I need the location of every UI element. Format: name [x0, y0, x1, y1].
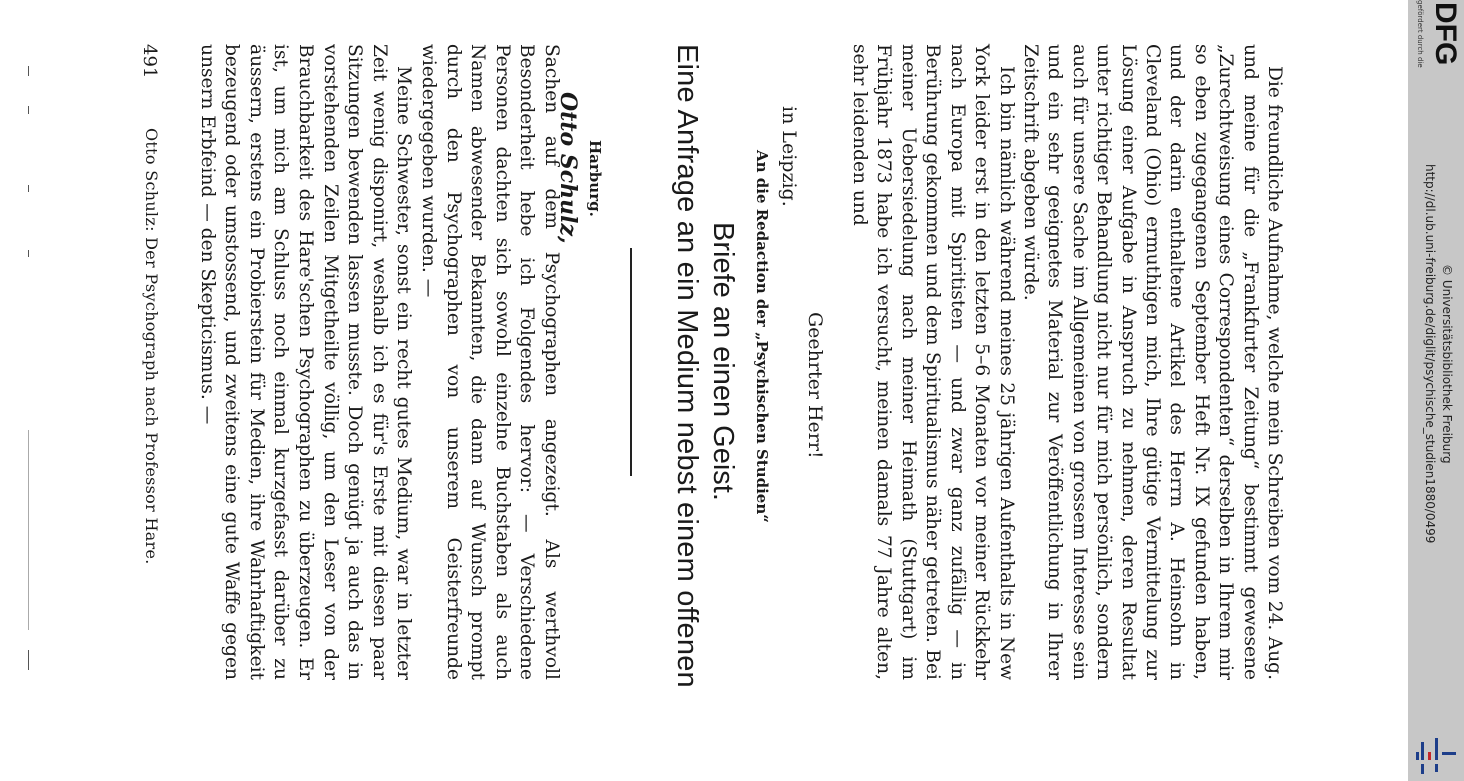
dfg-logo: DFG	[1429, 2, 1462, 66]
address-line-1: An die Redaction der „Psychischen Studien“	[753, 150, 771, 523]
edge-mark	[28, 250, 29, 257]
edge-mark	[28, 66, 29, 76]
article-title-line-1: Eine Anfrage an ein Medium nebst einem offenen	[671, 44, 703, 688]
source-url[interactable]: http://dl.ub.uni-freiburg.de/diglit/psychische_studien1880/0499	[1423, 164, 1437, 544]
author-signature: Otto Schulz,	[555, 92, 581, 244]
body-paragraph: Sachen auf dem Psychographen angezeigt. Als werthvoll Besonderheit hebe ich Folgendes hervor: — Verschiedene Personen dachten sich sowohl einzelne Buchstaben als auch Namen abwesender Bekannten, die dann auf Wunsch prompt durch den Psychographen von unserem Geisterfreunde wiedergegeben wurden. —	[418, 44, 562, 680]
edge-mark	[28, 185, 29, 192]
article-paragraph: Die freundliche Aufnahme, welche mein Schreiben vom 24. Aug. und meine für die „Frankfurter Zeitung“ bestimmt gewesene „Zurechtweisung eines Correspondenten“ derselben in Ihrem mir so eben zugegangenen September Heft Nr. IX gefunden haben, und der darin enthaltene Artikel des Herrn A. Heinsohn in Cleveland (Ohio) ermuthigen mich, Ihre gütige Vermittelung zur Lösung einer Aufgabe in Anspruch zu nehmen, deren Resultat unter richtiger Behandlung nicht nur für mich persönlich, sondern auch für unsere Sache im Allgemeinen von grossem Interesse sein und ein sehr geeignetes Material zur Veröffentlichung in Ihrer Zeitschrift abgeben würde.	[1019, 44, 1285, 680]
page-number: 491	[139, 44, 160, 79]
copyright-notice: © Universitätsbibliothek Freiburg	[1440, 264, 1454, 464]
edge-mark	[28, 650, 29, 670]
section-separator	[630, 248, 632, 476]
body-column-1	[194, 44, 563, 680]
library-logo-icon	[1416, 736, 1456, 776]
article-body	[847, 44, 1286, 680]
running-head: Otto Schulz: Der Psychograph nach Professor Hare.	[142, 128, 161, 565]
salutation: Geehrter Herr!	[804, 312, 826, 459]
funding-note: gefördert durch die	[1416, 0, 1424, 68]
address-line-2: in Leipzig.	[778, 106, 800, 207]
author-place: Harburg.	[586, 140, 604, 217]
body-paragraph: Meine Schwester, sonst ein recht gutes Medium, war in letzter Zeit wenig disponirt, weshalb ich es für's Erste mit diesen paar Sitzungen bewenden lassen musste. Doch genügt ja auch das in vorstehenden Zeilen Mitgetheilte völlig, um den Leser von der Brauchbarkeit des Hare'schen Psychographen zu überzeugen. Er ist, um mich am Schluss noch einmal kurzgefasst darüber zu äussern, erstens ein Probierstein für Medien, ihre Wahrhaftigkeit bezeugend oder umstossend, und zweitens eine gute Waffe gegen unsern Erbfeind — den Skepticismus. —	[196, 44, 415, 680]
article-paragraph: Ich bin nämlich während meines 25 jährigen Aufenthalts in New York leider erst in den letzten 5–6 Monaten vor meiner Rückkehr nach Europa mit Spiritisten — und zwar ganz zufällig — in Berührung gekommen und dem Spiritualismus näher getreten. Bei meiner Uebersiedelung nach meiner Heimath (Stuttgart) im Frühjahr 1873 habe ich versucht, meinen damals 77 Jahre alten, sehr leidenden und	[849, 44, 1017, 680]
edge-mark	[28, 430, 29, 630]
article-title-line-2: Briefe an einen Geist.	[707, 222, 739, 501]
edge-mark	[28, 106, 29, 114]
